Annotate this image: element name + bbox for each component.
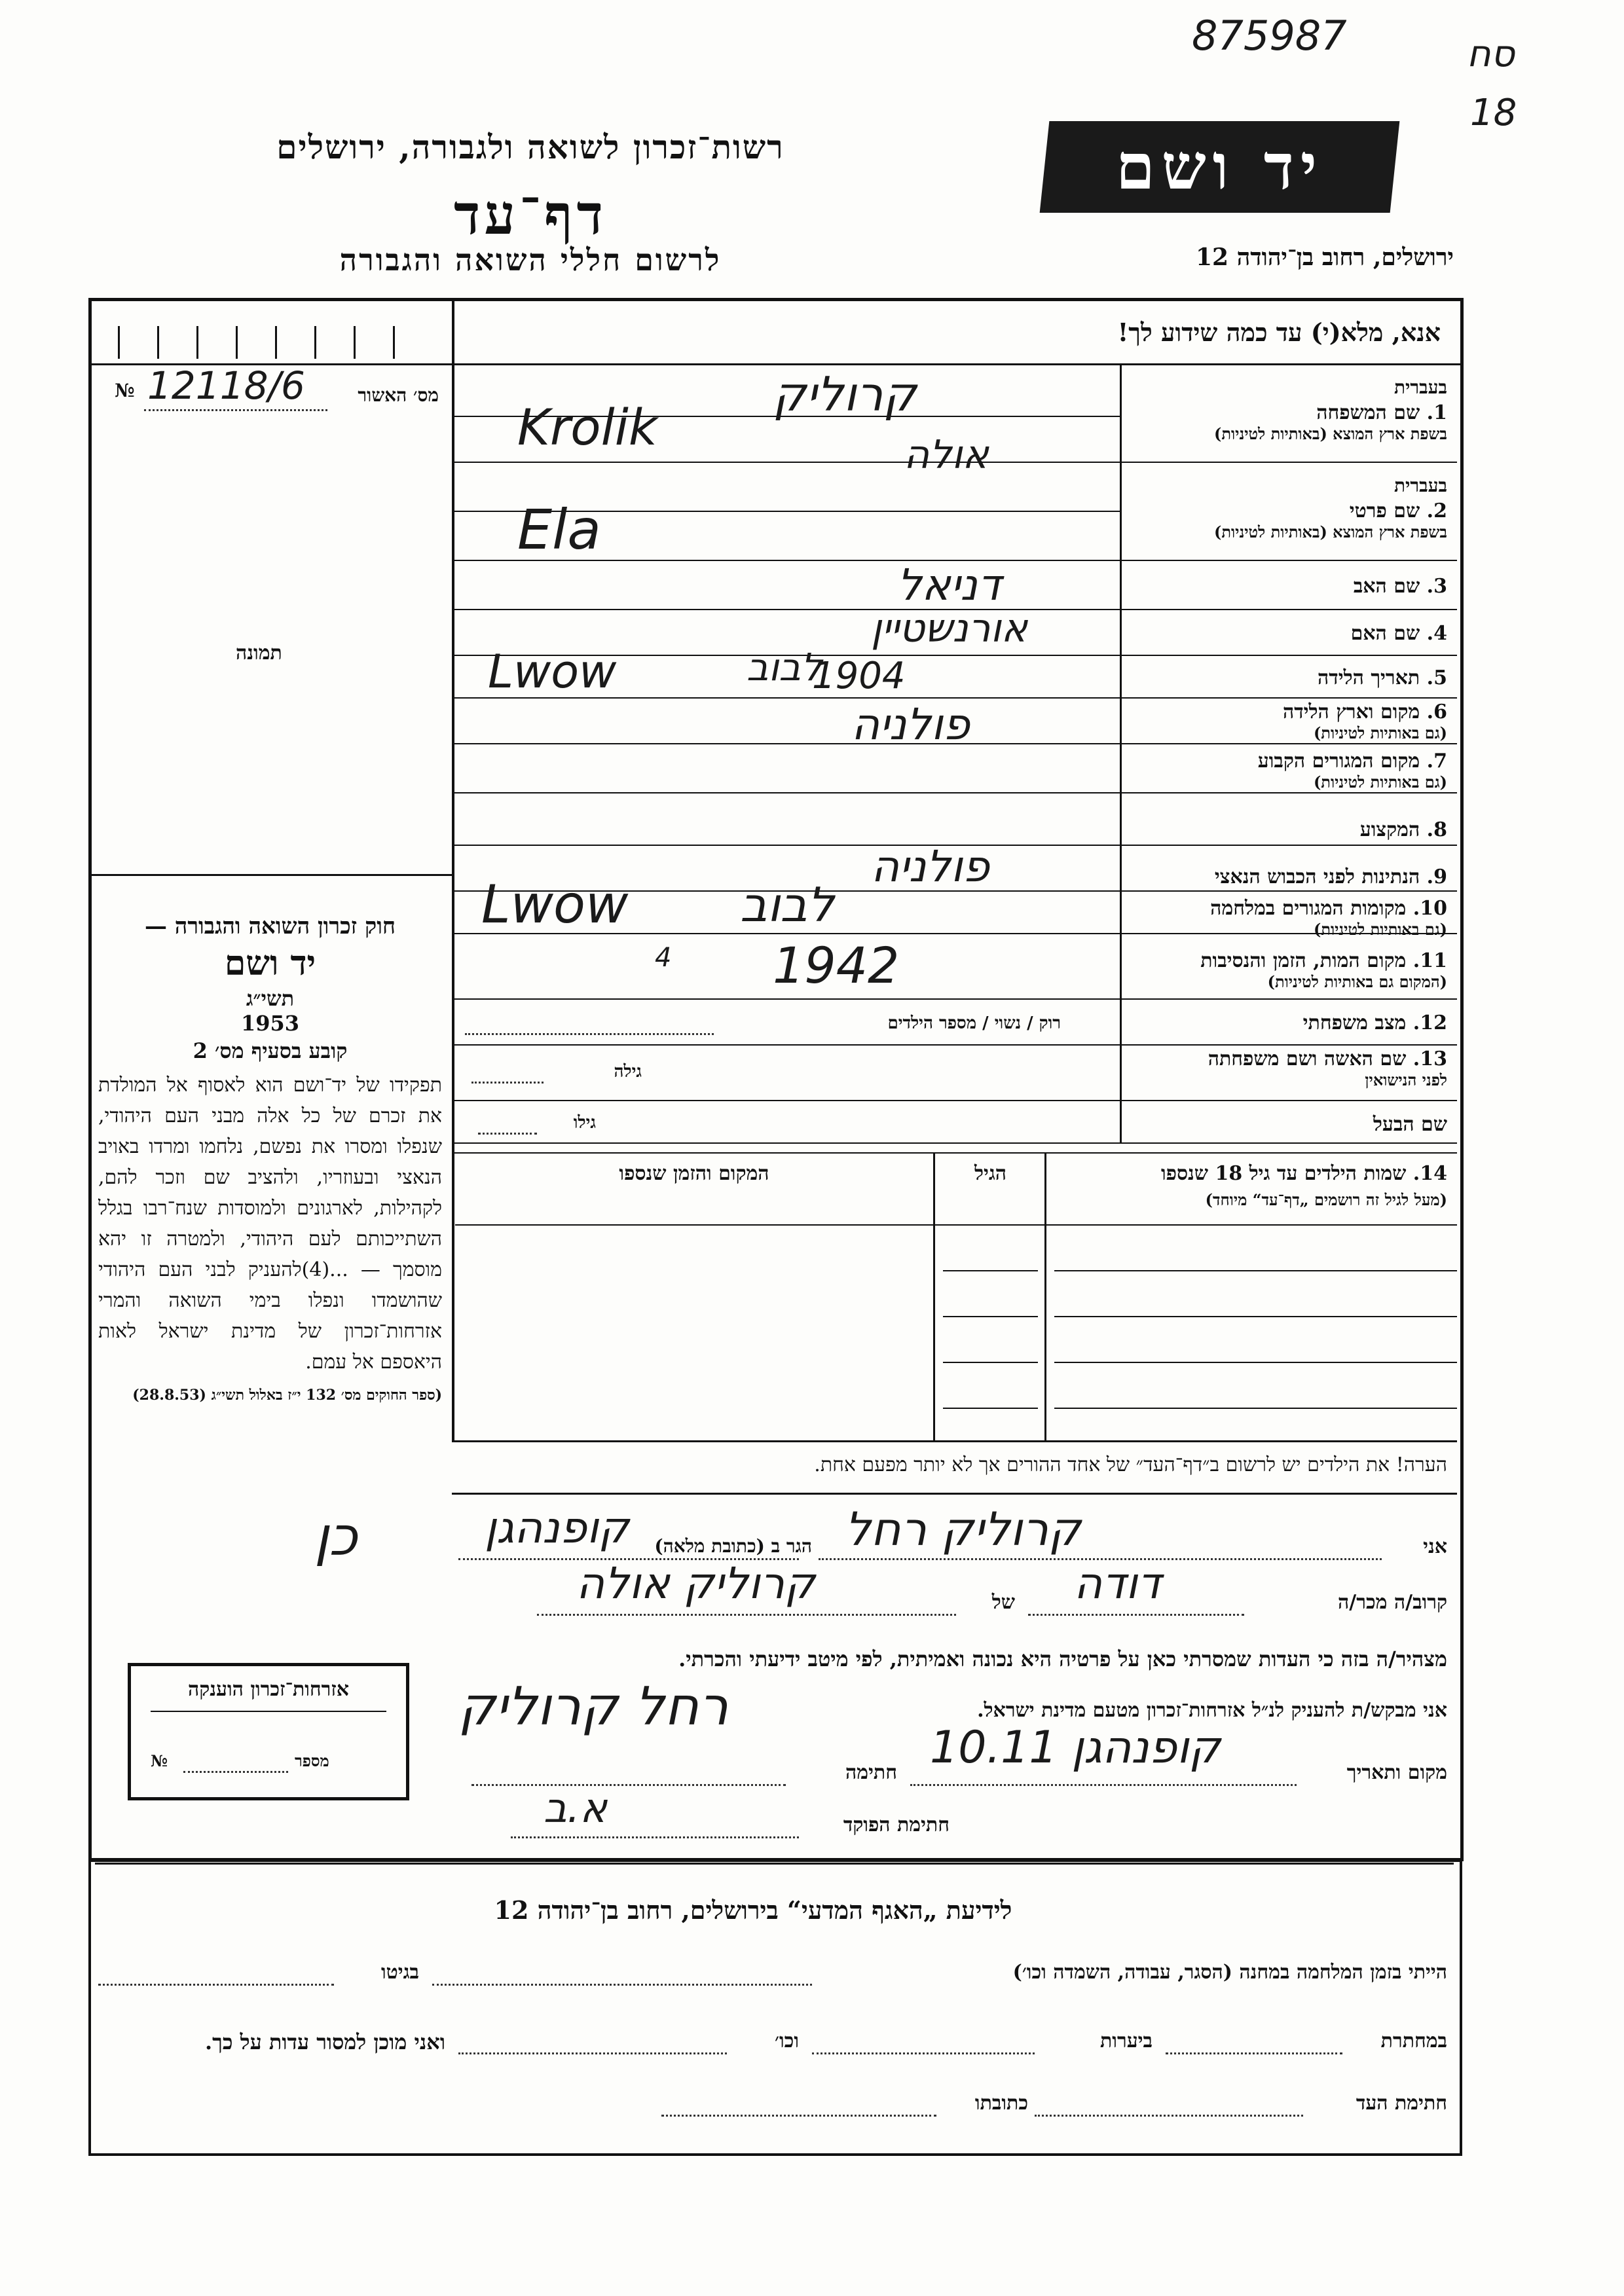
first-name-latin: Ela bbox=[517, 498, 601, 562]
family-name-hebrew: קרוליק bbox=[773, 367, 917, 422]
citizenship: פולניה bbox=[871, 841, 990, 892]
field-family-name-label: בעברית 1. שם המשפחה בשפת ארץ המוצא (באותיות לטיניות) bbox=[1214, 376, 1447, 443]
statement: מצהיר/ה בזה כי העדות שמסרתי כאן על פרטיה היא נכונה ואמיתית, לפי מיטב ידיעתי והכרתי. bbox=[678, 1647, 1447, 1671]
declarant-address: קופנהגן bbox=[485, 1503, 629, 1553]
certificate-number-prefix: № bbox=[151, 1751, 168, 1770]
declarant-address-label: הגר ב (כתובת מלאה) bbox=[654, 1535, 812, 1557]
field-marital-label: 12. מצב משפחתי bbox=[1302, 1011, 1447, 1034]
place-date-value: קופנהגן 10.11 bbox=[930, 1722, 1221, 1774]
law-text: תפקידו של יד־ושם הוא לאסוף אל המולדת את זכרם של כל אלה מבני העם היהודי, שנפלו ומסרו את נפשם, נלחמו ומרדו באויב הנאצי ובעוזריו, ולהציב שם וזכר להם, לקהילות, לארגונים ולמוסדות שנח־רבו בגלל השתייכותם לעם היהודי, ולמטרה זו יהא מוסמך — ...(4)להעניק לבני העם היהודי שהושמדו ונפלו בימי השואה והמרי אזרחות־זכרון של מדינת ישראל לאות היאספם אל עמם. bbox=[98, 1074, 443, 1374]
certificate-title: אזרחות־זכרון הוענקה bbox=[187, 1678, 350, 1701]
officer-label: חתימת הפוקד bbox=[843, 1813, 950, 1836]
declarant-label: אני bbox=[1423, 1535, 1447, 1558]
note-text: הערה! את הילדים יש לרשום ב״דף־העד״ של אחד ההורים אך לא יותר מפעם אחת. bbox=[814, 1453, 1447, 1476]
wartime-residence-latin: Lwow bbox=[481, 874, 629, 935]
children-label: 14. שמות הילדים עד גיל 18 שנספו bbox=[1160, 1162, 1447, 1185]
death-mark: 4 bbox=[655, 943, 672, 973]
corner-mark-number: 18 bbox=[1470, 92, 1517, 134]
footer-title: לידיעת „האגף המדעי“ בירושלים, רחוב בן־יהודה 12 bbox=[494, 1895, 1012, 1925]
field-wife-label: 13. שם האשה ושם משפחתה לפני הנישואין bbox=[1208, 1048, 1447, 1089]
authority-name: רשות־זכרון לשואה ולגבורה, ירושלים bbox=[276, 128, 784, 166]
footer-ghetto: בגיטו bbox=[380, 1961, 419, 1984]
father-name: דניאל bbox=[897, 560, 1001, 610]
husband-label: שם הבעל bbox=[1373, 1113, 1447, 1136]
address: ירושלים, רחוב בן־יהודה 12 bbox=[1195, 244, 1454, 271]
field-residence-label: 7. מקום המגורים הקבוע (גם באותיות לטיניות) bbox=[1257, 750, 1447, 792]
relation-label: קרוב/ה מכר/ה bbox=[1338, 1591, 1447, 1614]
husband-age-label: גילו bbox=[573, 1113, 596, 1133]
footer-witness-signature: חתימת העד bbox=[1356, 2092, 1447, 2115]
footer-ready: ואני מוכן למסור עדות על כך. bbox=[204, 2030, 445, 2054]
photo-label: תמונה bbox=[236, 642, 282, 665]
archive-number: 875987 bbox=[1192, 12, 1347, 60]
wife-age-label: גילה bbox=[614, 1062, 642, 1082]
approval-label: מס׳ האשור bbox=[358, 384, 439, 406]
signature-value: רחל קרוליק bbox=[458, 1676, 729, 1737]
field-first-name-label: בעברית 2. שם פרטי בשפת ארץ המוצא (באותיות לטיניות) bbox=[1214, 475, 1447, 541]
law-name: יד ושם bbox=[224, 943, 316, 983]
corner-mark: סח bbox=[1467, 33, 1515, 75]
birthplace-hebrew: לבוב bbox=[747, 645, 822, 689]
field-wartime-residence-label: 10. מקומות המגורים במלחמה (גם באותיות לטיניות) bbox=[1210, 897, 1447, 939]
field-citizenship-label: 9. הנתינות לפני הכבוש הנאצי bbox=[1214, 866, 1447, 888]
declarant-name: קרוליק רחל bbox=[845, 1503, 1081, 1556]
death-year: 1942 bbox=[773, 936, 900, 994]
field-father-label: 3. שם האב bbox=[1353, 575, 1447, 598]
law-block bbox=[98, 913, 442, 1404]
signature-label: חתימה bbox=[845, 1761, 897, 1784]
footer-underground: במחתרת bbox=[1380, 2030, 1447, 2052]
approval-prefix: № bbox=[115, 380, 135, 401]
form-title: דף־עד bbox=[453, 182, 607, 247]
logo-text: יד ושם bbox=[1115, 130, 1324, 204]
law-year: 1953 bbox=[240, 1011, 300, 1036]
birthplace-latin: Lwow bbox=[488, 645, 617, 699]
family-name-latin: Krolik bbox=[517, 398, 657, 456]
children-note: (מעל לגיל זה רושמים „דף־עד“ מיוחד) bbox=[1205, 1190, 1447, 1209]
field-mother-label: 4. שם האם bbox=[1350, 622, 1447, 645]
wartime-residence-hebrew: לבוב bbox=[740, 877, 834, 932]
residence: פולניה bbox=[851, 699, 970, 750]
birth-date: 1904 bbox=[812, 655, 906, 697]
instructions: אנא, מלא(י) עד כמה שידוע לך! bbox=[1117, 318, 1441, 347]
footer-etc: וכו׳ bbox=[775, 2030, 799, 2052]
field-birthplace-label: 6. מקום וארץ הלידה (גם באותיות לטיניות) bbox=[1282, 701, 1447, 742]
law-title: חוק זכרון השואה והגבורה — bbox=[144, 913, 396, 939]
marital-status: רוק / נשוי / מספר הילדים bbox=[887, 1013, 1061, 1033]
children-col-place: המקום והזמן שנספו bbox=[619, 1162, 769, 1185]
place-date-label: מקום ותאריך bbox=[1346, 1761, 1447, 1784]
certificate-box bbox=[128, 1663, 409, 1800]
field-birthdate-label: 5. תאריך הלידה bbox=[1318, 666, 1447, 689]
form-subtitle: לרשום חללי השואה והגבורה bbox=[339, 242, 722, 278]
law-clause: קובע בסעיף מס׳ 2 bbox=[193, 1038, 348, 1063]
children-col-age: הגיל bbox=[974, 1162, 1007, 1185]
certificate-number-label: מספר bbox=[295, 1751, 329, 1770]
of-name: קרוליק אולה bbox=[576, 1558, 815, 1609]
footer-witness-address: כתובתו bbox=[974, 2092, 1028, 2115]
footer-forests: ביערות bbox=[1099, 2030, 1153, 2052]
request: אני מבקש/ת להעניק לנ״ל אזרחות־זכרון מטעם מדינת ישראל. bbox=[977, 1699, 1447, 1722]
first-name-hebrew: אולה bbox=[904, 432, 989, 478]
field-death-label: 11. מקום המות, הזמן והנסיבות (המקום גם באותיות לטיניות) bbox=[1200, 949, 1447, 991]
mother-name: אורנשטיין bbox=[871, 606, 1027, 651]
of-label: של bbox=[991, 1591, 1015, 1614]
margin-note: כן bbox=[314, 1506, 358, 1568]
law-ref: (ספר החוקים מס׳ 132 י״ז באלול תשי״ג (28.8.53) bbox=[132, 1387, 442, 1404]
officer-signature: א.ב bbox=[544, 1784, 607, 1832]
tick-marks bbox=[118, 326, 445, 359]
relation-value: דודה bbox=[1074, 1558, 1162, 1609]
footer-camp-line: הייתי בזמן המלחמה במחנה (הסגר, עבודה, השמדה וכו׳) bbox=[1012, 1961, 1447, 1984]
field-profession-label: 8. המקצוע bbox=[1359, 818, 1447, 841]
logo bbox=[1040, 121, 1400, 213]
law-year-he: תשי״ג bbox=[246, 986, 295, 1011]
approval-number: 12118/6 bbox=[147, 363, 305, 408]
